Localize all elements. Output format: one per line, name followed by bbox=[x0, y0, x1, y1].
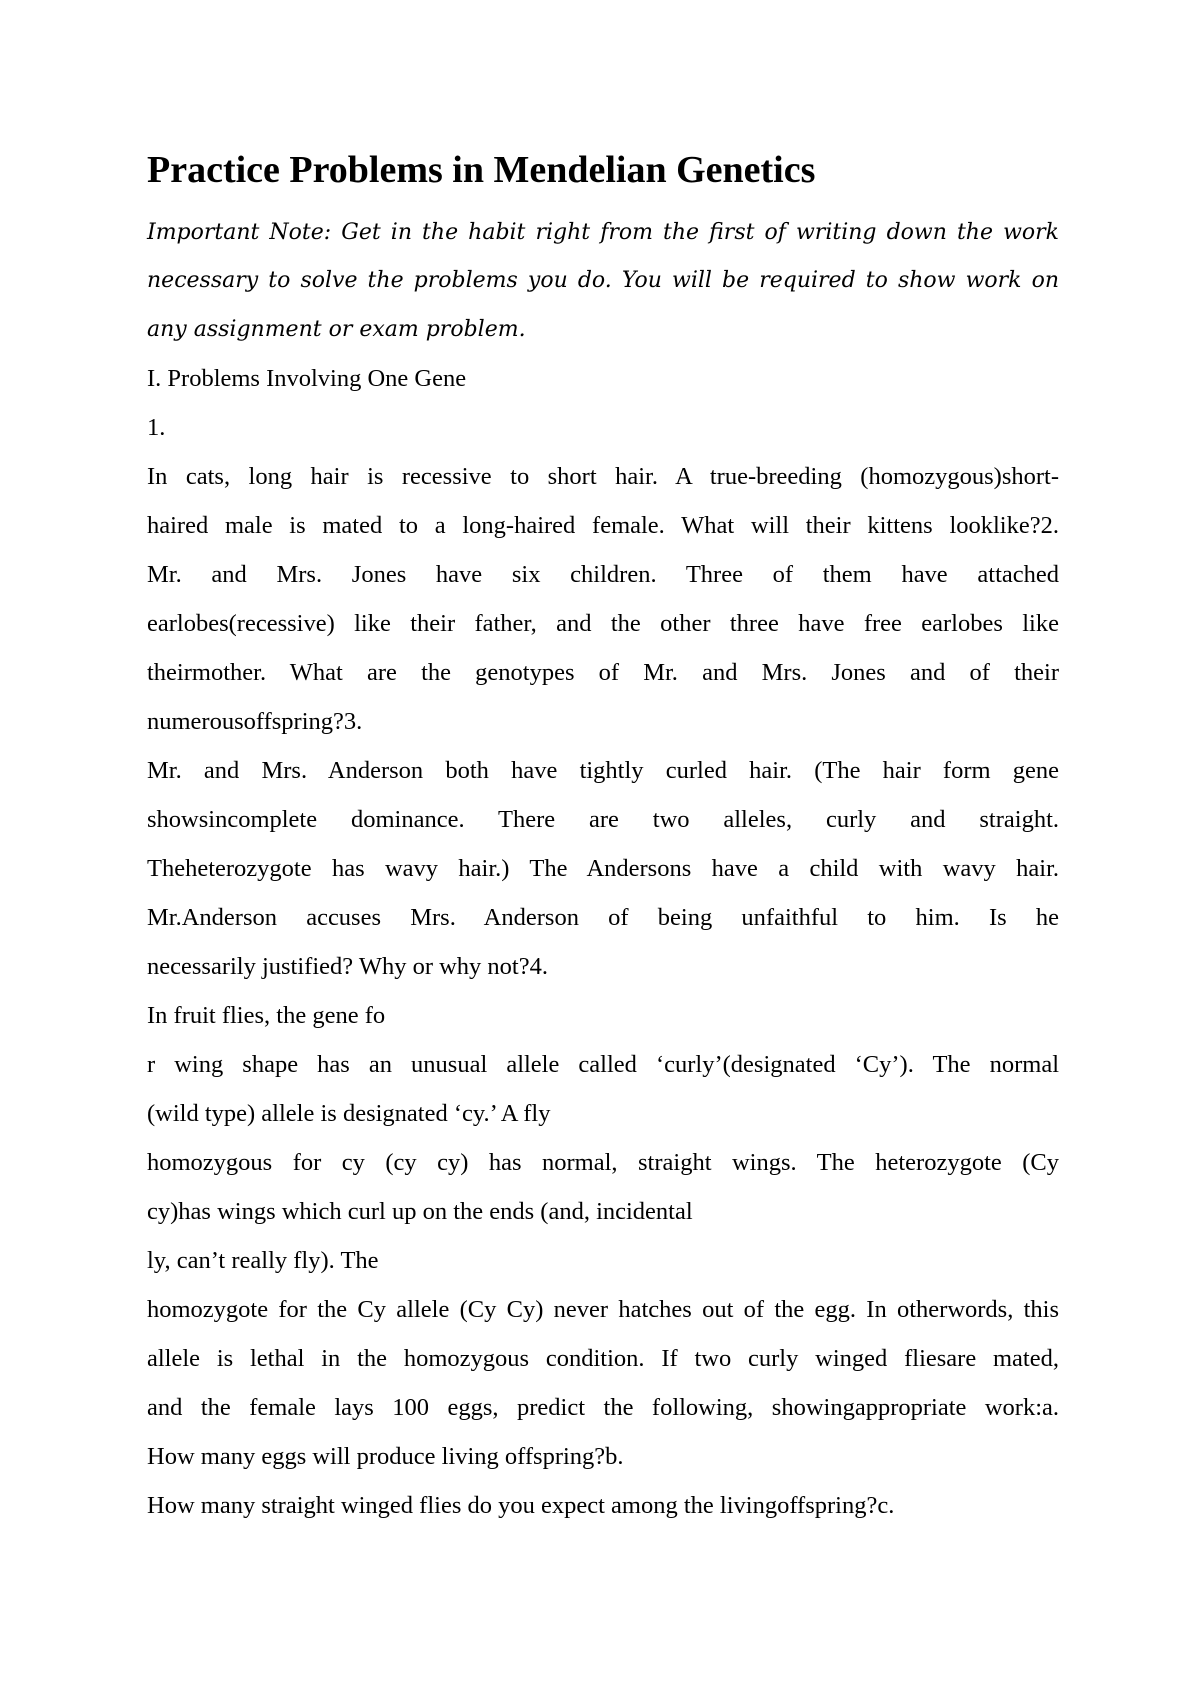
problem-number: 1. bbox=[147, 414, 166, 441]
body-line: cy)has wings which curl up on the ends (and, incidental bbox=[147, 1198, 693, 1225]
body-line: ly, can’t really fly). The bbox=[147, 1247, 379, 1274]
body-line: In cats, long hair is recessive to short hair. A true-breeding (homozygous)short- bbox=[147, 463, 1059, 490]
body-line: earlobes(recessive) like their father, and the other three have free earlobes like bbox=[147, 610, 1059, 637]
body-line: How many straight winged flies do you expect among the livingoffspring?c. bbox=[147, 1492, 895, 1519]
body-line: Theheterozygote has wavy hair.) The Andersons have a child with wavy hair. bbox=[147, 855, 1059, 882]
note-line: any assignment or exam problem. bbox=[147, 317, 526, 342]
body-line: r wing shape has an unusual allele called ‘curly’(designated ‘Cy’). The normal bbox=[147, 1051, 1059, 1078]
body-line: necessarily justified? Why or why not?4. bbox=[147, 953, 548, 980]
document-title: Practice Problems in Mendelian Genetics bbox=[147, 149, 816, 191]
body-line: How many eggs will produce living offspring?b. bbox=[147, 1443, 624, 1470]
body-line: numerousoffspring?3. bbox=[147, 708, 363, 735]
body-line: Mr.Anderson accuses Mrs. Anderson of being unfaithful to him. Is he bbox=[147, 904, 1059, 931]
body-line: and the female lays 100 eggs, predict the following, showingappropriate work:a. bbox=[147, 1394, 1059, 1421]
note-line: necessary to solve the problems you do. You will be required to show work on bbox=[147, 268, 1059, 293]
body-line: homozygous for cy (cy cy) has normal, straight wings. The heterozygote (Cy bbox=[147, 1149, 1059, 1176]
body-line: In fruit flies, the gene fo bbox=[147, 1002, 386, 1029]
body-line: haired male is mated to a long-haired female. What will their kittens looklike?2. bbox=[147, 512, 1059, 539]
body-line: Mr. and Mrs. Jones have six children. Three of them have attached bbox=[147, 561, 1059, 588]
note-line: Important Note: Get in the habit right from the first of writing down the work bbox=[147, 220, 1059, 245]
body-line: Mr. and Mrs. Anderson both have tightly curled hair. (The hair form gene bbox=[147, 757, 1059, 784]
body-line: showsincomplete dominance. There are two alleles, curly and straight. bbox=[147, 806, 1059, 833]
body-line: (wild type) allele is designated ‘cy.’ A fly bbox=[147, 1100, 551, 1127]
section-heading: I. Problems Involving One Gene bbox=[147, 365, 467, 392]
body-line: allele is lethal in the homozygous condition. If two curly winged fliesare mated, bbox=[147, 1345, 1059, 1372]
body-line: homozygote for the Cy allele (Cy Cy) never hatches out of the egg. In otherwords, this bbox=[147, 1296, 1059, 1323]
body-line: theirmother. What are the genotypes of Mr. and Mrs. Jones and of their bbox=[147, 659, 1059, 686]
